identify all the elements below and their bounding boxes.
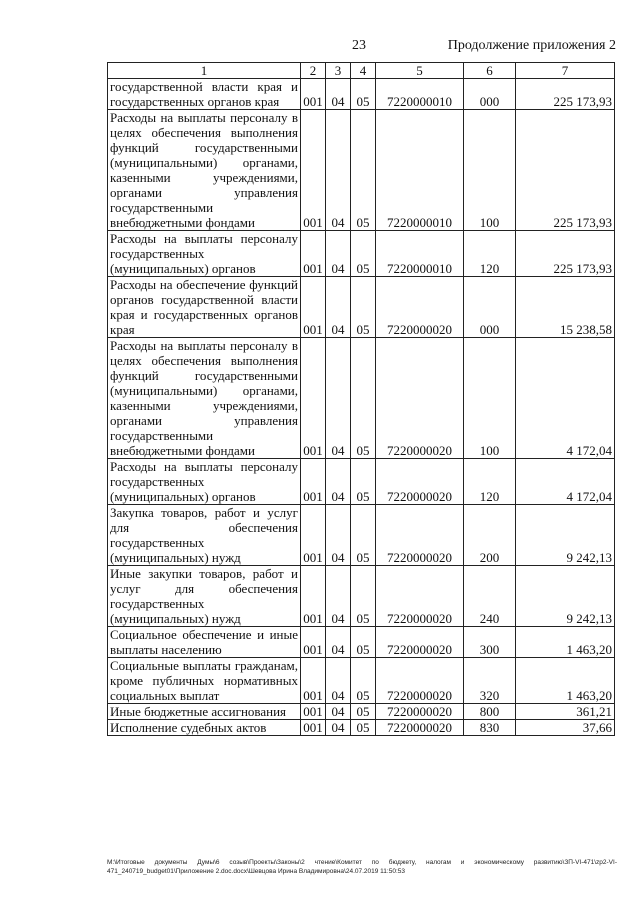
code-cell: 05: [351, 505, 376, 566]
code-cell: 001: [301, 277, 326, 338]
code-cell: 7220000020: [376, 704, 464, 720]
amount-cell: 225 173,93: [516, 79, 615, 110]
continuation-label: Продолжение приложения 2: [447, 38, 616, 53]
expense-name-cell: Исполнение судебных актов: [108, 720, 301, 736]
code-cell: 300: [464, 627, 516, 658]
code-cell: 05: [351, 459, 376, 505]
code-cell: 100: [464, 338, 516, 459]
code-cell: 240: [464, 566, 516, 627]
code-cell: 000: [464, 79, 516, 110]
table-row: [108, 338, 615, 459]
code-cell: 04: [326, 566, 351, 627]
code-cell: 05: [351, 79, 376, 110]
code-cell: 04: [326, 505, 351, 566]
expense-name-cell: Расходы на выплаты персоналу государственных (муниципальных) органов: [108, 231, 301, 277]
table-row: [108, 110, 615, 231]
code-cell: 120: [464, 459, 516, 505]
amount-cell: 225 173,93: [516, 231, 615, 277]
code-cell: 04: [326, 704, 351, 720]
expense-name-cell: Расходы на выплаты персоналу в целях обеспечения выполнения функций государственными (муниципальными) органами, казенными учреждениями, органами управления государственными внебюджетными фондами: [108, 110, 301, 231]
code-cell: 04: [326, 338, 351, 459]
amount-cell: 361,21: [516, 704, 615, 720]
column-header: 6: [464, 63, 516, 79]
column-header: 1: [108, 63, 301, 79]
code-cell: 7220000020: [376, 627, 464, 658]
table-row: [108, 231, 615, 277]
code-cell: 7220000020: [376, 505, 464, 566]
code-cell: 001: [301, 505, 326, 566]
code-cell: 04: [326, 79, 351, 110]
code-cell: 001: [301, 566, 326, 627]
table-row: [108, 566, 615, 627]
page-number: 23: [352, 38, 366, 53]
table-row: [108, 720, 615, 736]
table-row: [108, 277, 615, 338]
amount-cell: 225 173,93: [516, 110, 615, 231]
table-row: [108, 79, 615, 110]
table-row: [108, 459, 615, 505]
code-cell: 7220000020: [376, 338, 464, 459]
amount-cell: 4 172,04: [516, 338, 615, 459]
code-cell: 7220000020: [376, 277, 464, 338]
expense-name-cell: Иные бюджетные ассигнования: [108, 704, 301, 720]
code-cell: 04: [326, 720, 351, 736]
code-cell: 001: [301, 720, 326, 736]
amount-cell: 1 463,20: [516, 658, 615, 704]
amount-cell: 37,66: [516, 720, 615, 736]
expense-name-cell: Социальные выплаты гражданам, кроме публичных нормативных социальных выплат: [108, 658, 301, 704]
expense-name-cell: Расходы на выплаты персоналу в целях обеспечения выполнения функций государственными (муниципальными) органами, казенными учреждениями, органами управления государственными внебюджетными фондами: [108, 338, 301, 459]
amount-cell: 4 172,04: [516, 459, 615, 505]
code-cell: 000: [464, 277, 516, 338]
code-cell: 05: [351, 720, 376, 736]
document-path-footer: M:\Итоговые документы Думы\6 созыв\Проекты\Законы\2 чтение\Комитет по бюджету, налогам и экономическому развитию\ЗП-VI-471\zp2-VI-471_240719_budget01\Приложение 2.doc.docx\Шевцова Ирина Владимировна\24.07.2019 11:50:53: [107, 859, 617, 875]
code-cell: 200: [464, 505, 516, 566]
code-cell: 05: [351, 231, 376, 277]
table-row: [108, 627, 615, 658]
code-cell: 320: [464, 658, 516, 704]
amount-cell: 9 242,13: [516, 505, 615, 566]
code-cell: 04: [326, 277, 351, 338]
code-cell: 7220000020: [376, 459, 464, 505]
code-cell: 001: [301, 231, 326, 277]
amount-cell: 9 242,13: [516, 566, 615, 627]
code-cell: 05: [351, 627, 376, 658]
code-cell: 05: [351, 277, 376, 338]
code-cell: 001: [301, 704, 326, 720]
header-row: [108, 63, 615, 79]
amount-cell: 15 238,58: [516, 277, 615, 338]
code-cell: 04: [326, 658, 351, 704]
expense-name-cell: государственной власти края и государственных органов края: [108, 79, 301, 110]
budget-table: [107, 62, 615, 736]
column-header: 5: [376, 63, 464, 79]
code-cell: 001: [301, 459, 326, 505]
code-cell: 7220000020: [376, 720, 464, 736]
code-cell: 001: [301, 627, 326, 658]
code-cell: 05: [351, 566, 376, 627]
code-cell: 04: [326, 627, 351, 658]
code-cell: 7220000010: [376, 110, 464, 231]
code-cell: 001: [301, 79, 326, 110]
expense-name-cell: Социальное обеспечение и иные выплаты населению: [108, 627, 301, 658]
expense-name-cell: Закупка товаров, работ и услуг для обеспечения государственных (муниципальных) нужд: [108, 505, 301, 566]
column-header: 7: [516, 63, 615, 79]
expense-name-cell: Иные закупки товаров, работ и услуг для обеспечения государственных (муниципальных) нужд: [108, 566, 301, 627]
code-cell: 7220000010: [376, 79, 464, 110]
table-row: [108, 505, 615, 566]
code-cell: 05: [351, 110, 376, 231]
code-cell: 800: [464, 704, 516, 720]
code-cell: 120: [464, 231, 516, 277]
code-cell: 04: [326, 459, 351, 505]
code-cell: 05: [351, 704, 376, 720]
code-cell: 05: [351, 658, 376, 704]
table-row: [108, 704, 615, 720]
column-header: 3: [326, 63, 351, 79]
code-cell: 7220000020: [376, 658, 464, 704]
code-cell: 001: [301, 110, 326, 231]
code-cell: 04: [326, 110, 351, 231]
expense-name-cell: Расходы на обеспечение функций органов государственной власти края и государственных органов края: [108, 277, 301, 338]
expense-name-cell: Расходы на выплаты персоналу государственных (муниципальных) органов: [108, 459, 301, 505]
code-cell: 001: [301, 338, 326, 459]
column-header: 2: [301, 63, 326, 79]
code-cell: 7220000010: [376, 231, 464, 277]
column-header: 4: [351, 63, 376, 79]
code-cell: 001: [301, 658, 326, 704]
code-cell: 05: [351, 338, 376, 459]
code-cell: 04: [326, 231, 351, 277]
code-cell: 7220000020: [376, 566, 464, 627]
amount-cell: 1 463,20: [516, 627, 615, 658]
table-row: [108, 658, 615, 704]
code-cell: 100: [464, 110, 516, 231]
code-cell: 830: [464, 720, 516, 736]
